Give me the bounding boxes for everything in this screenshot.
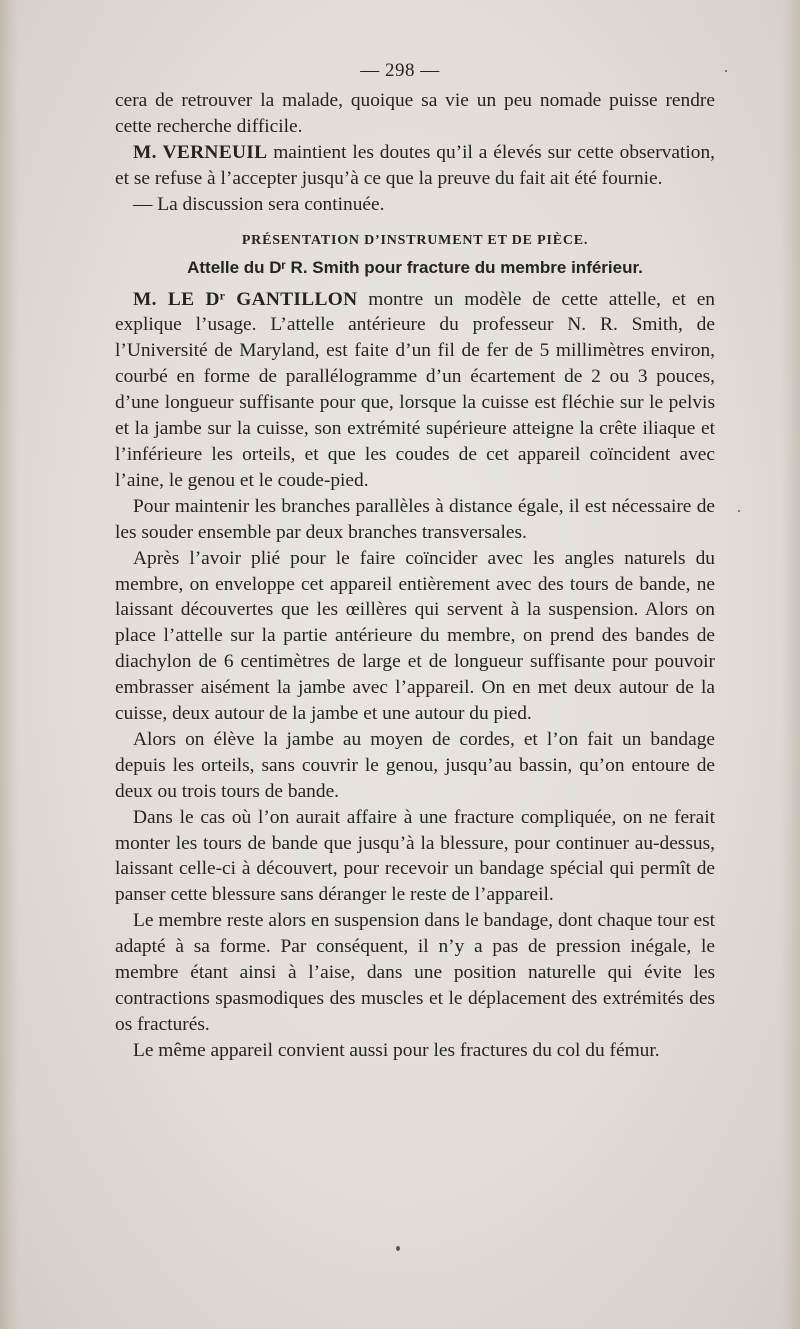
- paragraph-fracture-compliquee: Dans le cas où l’on aurait affaire à une fracture compliquée, on ne ferait monter les tours de bande que jusqu’à la blessure, pour continuer au-dessus, laissant celle-ci à découvert, pour recevoir un bandage spécial qui permît de panser cette blessure sans déranger le reste de l’appareil.: [115, 806, 715, 906]
- paragraph-col-femur: Le même appareil convient aussi pour les fractures du col du fémur.: [133, 1039, 660, 1061]
- paragraph-suspension: Alors on élève la jambe au moyen de cordes, et l’on fait un bandage depuis les orteils, sans couvrir le genou, jusqu’au bassin, qu’on entoure de deux ou trois tours de bande.: [115, 728, 715, 802]
- paragraph-gantillon: [115, 287, 715, 494]
- paper-speck: [396, 1246, 400, 1251]
- page-number: — 298 —: [360, 60, 440, 81]
- section-heading: PRÉSENTATION D’INSTRUMENT ET DE PIÈCE.: [241, 232, 589, 248]
- paper-speck: [738, 510, 740, 512]
- main-text: [115, 88, 715, 1064]
- paragraph-text: maintient les doutes qu’il a élevés sur cette observation, et se refuse à l’accepter jusqu’à ce que la preuve du fait ait été fournie.: [115, 141, 715, 189]
- paragraph-continuation: cera de retrouver la malade, quoique sa vie un peu nomade puisse rendre cette recherche difficile.: [115, 90, 715, 137]
- page-edge-shadow-right: [782, 0, 800, 1329]
- page-edge-shadow-left: [0, 0, 18, 1329]
- article-title: Attelle du Dʳ R. Smith pour fracture du membre inférieur.: [187, 257, 643, 277]
- paragraph-verneuil: [115, 140, 715, 192]
- paragraph-membre: Le membre reste alors en suspension dans le bandage, dont chaque tour est adapté à sa forme. Par conséquent, il n’y a pas de pression inégale, le membre étant ainsi à l’aise, dans une position naturelle qui évite les contractions spasmodiques des muscles et le déplacement des extrémités des os fracturés.: [115, 910, 715, 1035]
- paragraph-branches: Pour maintenir les branches parallèles à distance égale, il est nécessaire de les souder ensemble par deux branches transversales.: [115, 495, 715, 543]
- speaker-name: M. VERNEUIL: [133, 141, 268, 163]
- speaker-name: M. LE Dʳ GANTILLON: [133, 288, 358, 310]
- paragraph-discussion: — La discussion sera continuée.: [133, 193, 385, 215]
- paper-speck: [725, 70, 727, 72]
- paragraph-text: montre un modèle de cette attelle, et en explique l’usage. L’attelle antérieure du professeur N. R. Smith, de l’Université de Maryland, est faite d’un fil de fer de 5 millimètres environ, courbé en forme de parallélogramme d’un écartement de 2 ou 3 pouces, d’une longueur suffisante pour que, lorsque la cuisse est fléchie sur le pelvis et la jambe sur la cuisse, son extrémité supérieure atteigne la crête iliaque et l’inférieure les orteils, et que les coudes de cet appareil coïncident avec l’aine, le genou et le coude-pied.: [115, 288, 715, 491]
- paragraph-enveloppe: Après l’avoir plié pour le faire coïncider avec les angles naturels du membre, on enveloppe cet appareil entièrement avec des tours de bande, ne laissant découvertes que les œillères qui servent à la suspension. Alors on place l’attelle sur la partie antérieure du membre, on prend des bandes de diachylon de 6 centimètres de large et de longueur suffisante pour pouvoir embrasser aisément la jambe avec l’appareil. On en met deux autour de la cuisse, deux autour de la jambe et une autour du pied.: [115, 547, 715, 725]
